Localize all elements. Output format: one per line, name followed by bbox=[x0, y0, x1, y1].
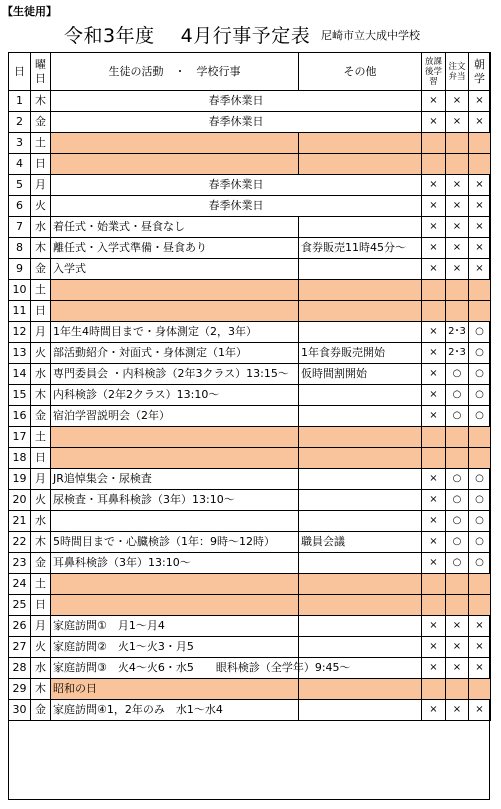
afterschool-mark: × bbox=[422, 217, 446, 238]
schedule-row bbox=[9, 259, 491, 280]
schedule-row bbox=[9, 91, 491, 112]
day-cell: 27 bbox=[9, 637, 31, 658]
day-cell: 21 bbox=[9, 511, 31, 532]
afterschool-mark bbox=[422, 133, 446, 154]
schedule-row bbox=[9, 511, 491, 532]
activity-cell bbox=[51, 280, 299, 301]
schedule-row bbox=[9, 385, 491, 406]
holiday-cell: 春季休業日 bbox=[51, 196, 422, 217]
schedule-row bbox=[9, 364, 491, 385]
lunch-mark bbox=[446, 280, 469, 301]
lunch-mark bbox=[446, 448, 469, 469]
other-cell bbox=[299, 679, 422, 700]
schedule-row bbox=[9, 553, 491, 574]
schedule-row bbox=[9, 427, 491, 448]
afterschool-mark: × bbox=[422, 532, 446, 553]
col-weekday bbox=[31, 53, 51, 91]
lunch-mark: × bbox=[446, 196, 469, 217]
afterschool-mark bbox=[422, 574, 446, 595]
morning-mark: × bbox=[469, 238, 491, 259]
activity-cell: 昭和の日 bbox=[51, 679, 299, 700]
afterschool-mark: × bbox=[422, 469, 446, 490]
activity-cell: 専門委員会 ・内科検診（2年3クラス）13:15～ bbox=[51, 364, 299, 385]
afterschool-mark: × bbox=[422, 322, 446, 343]
day-cell: 2 bbox=[9, 112, 31, 133]
activity-cell bbox=[51, 511, 299, 532]
schedule-row bbox=[9, 238, 491, 259]
afterschool-mark: × bbox=[422, 511, 446, 532]
schedule-row bbox=[9, 112, 491, 133]
weekday-cell: 日 bbox=[31, 595, 51, 616]
morning-mark: ○ bbox=[469, 364, 491, 385]
col-day: 日 bbox=[9, 53, 31, 91]
other-cell bbox=[299, 637, 422, 658]
weekday-cell: 木 bbox=[31, 238, 51, 259]
afterschool-mark: × bbox=[422, 112, 446, 133]
day-cell: 30 bbox=[9, 700, 31, 721]
afterschool-mark bbox=[422, 301, 446, 322]
morning-mark: × bbox=[469, 217, 491, 238]
lunch-mark bbox=[446, 427, 469, 448]
schedule-row bbox=[9, 301, 491, 322]
afterschool-mark: × bbox=[422, 553, 446, 574]
afterschool-mark: × bbox=[422, 658, 446, 679]
schedule-row bbox=[9, 700, 491, 721]
morning-mark: ○ bbox=[469, 469, 491, 490]
afterschool-mark: × bbox=[422, 490, 446, 511]
morning-mark: ○ bbox=[469, 322, 491, 343]
lunch-mark: ○ bbox=[446, 385, 469, 406]
activity-cell bbox=[51, 154, 299, 175]
activity-cell bbox=[51, 133, 299, 154]
activity-cell: 家庭訪問① 月1～月4 bbox=[51, 616, 299, 637]
morning-mark: ○ bbox=[469, 511, 491, 532]
activity-cell bbox=[51, 301, 299, 322]
afterschool-mark bbox=[422, 595, 446, 616]
day-cell: 13 bbox=[9, 343, 31, 364]
weekday-cell: 金 bbox=[31, 700, 51, 721]
lunch-mark: ○ bbox=[446, 469, 469, 490]
schedule-table bbox=[8, 52, 491, 721]
weekday-cell: 日 bbox=[31, 154, 51, 175]
schedule-row bbox=[9, 595, 491, 616]
col-lunch bbox=[446, 53, 469, 91]
other-cell bbox=[299, 322, 422, 343]
activity-cell: 入学式 bbox=[51, 259, 299, 280]
lunch-mark bbox=[446, 574, 469, 595]
schedule-row bbox=[9, 637, 491, 658]
lunch-mark: × bbox=[446, 175, 469, 196]
weekday-cell: 金 bbox=[31, 406, 51, 427]
afterschool-mark: × bbox=[422, 364, 446, 385]
day-cell: 29 bbox=[9, 679, 31, 700]
col-afterschool-label: 放課後学習 bbox=[424, 56, 442, 87]
afterschool-mark bbox=[422, 448, 446, 469]
day-cell: 16 bbox=[9, 406, 31, 427]
col-other: その他 bbox=[299, 53, 422, 91]
day-cell: 8 bbox=[9, 238, 31, 259]
lunch-mark bbox=[446, 133, 469, 154]
col-weekday-label: 曜日 bbox=[35, 57, 46, 85]
other-cell bbox=[299, 217, 422, 238]
weekday-cell: 日 bbox=[31, 301, 51, 322]
afterschool-mark: × bbox=[422, 343, 446, 364]
afterschool-mark: × bbox=[422, 385, 446, 406]
morning-mark: × bbox=[469, 616, 491, 637]
other-cell bbox=[299, 448, 422, 469]
weekday-cell: 金 bbox=[31, 112, 51, 133]
other-cell bbox=[299, 133, 422, 154]
lunch-mark bbox=[446, 301, 469, 322]
lunch-mark: × bbox=[446, 217, 469, 238]
weekday-cell: 月 bbox=[31, 469, 51, 490]
afterschool-mark: × bbox=[422, 700, 446, 721]
day-cell: 9 bbox=[9, 259, 31, 280]
other-cell bbox=[299, 616, 422, 637]
activity-cell: 尿検査・耳鼻科検診（3年）13:10～ bbox=[51, 490, 299, 511]
afterschool-mark: × bbox=[422, 91, 446, 112]
activity-cell bbox=[51, 574, 299, 595]
morning-mark: × bbox=[469, 658, 491, 679]
morning-mark: × bbox=[469, 91, 491, 112]
schedule-row bbox=[9, 679, 491, 700]
activity-cell: 5時間目まで・心臓検診（1年：9時～12時） bbox=[51, 532, 299, 553]
schedule-row bbox=[9, 217, 491, 238]
afterschool-mark: × bbox=[422, 616, 446, 637]
lunch-mark: × bbox=[446, 238, 469, 259]
school-name: 尼崎市立大成中学校 bbox=[321, 29, 420, 42]
morning-mark: ○ bbox=[469, 385, 491, 406]
afterschool-mark: × bbox=[422, 406, 446, 427]
morning-mark: × bbox=[469, 196, 491, 217]
weekday-cell: 金 bbox=[31, 553, 51, 574]
weekday-cell: 木 bbox=[31, 532, 51, 553]
schedule-row bbox=[9, 616, 491, 637]
day-cell: 14 bbox=[9, 364, 31, 385]
weekday-cell: 木 bbox=[31, 679, 51, 700]
day-cell: 22 bbox=[9, 532, 31, 553]
col-afterschool bbox=[422, 53, 446, 91]
afterschool-mark: × bbox=[422, 259, 446, 280]
lunch-mark: × bbox=[446, 112, 469, 133]
morning-mark bbox=[469, 679, 491, 700]
other-cell bbox=[299, 259, 422, 280]
weekday-cell: 火 bbox=[31, 637, 51, 658]
morning-mark: × bbox=[469, 112, 491, 133]
morning-mark: × bbox=[469, 175, 491, 196]
day-cell: 23 bbox=[9, 553, 31, 574]
morning-mark: ○ bbox=[469, 406, 491, 427]
afterschool-mark: × bbox=[422, 175, 446, 196]
holiday-cell: 春季休業日 bbox=[51, 175, 422, 196]
activity-cell: 内科検診（2年2クラス）13:10～ bbox=[51, 385, 299, 406]
other-cell bbox=[299, 511, 422, 532]
other-cell: 職員会議 bbox=[299, 532, 422, 553]
lunch-mark: ○ bbox=[446, 490, 469, 511]
lunch-mark bbox=[446, 595, 469, 616]
lunch-mark: ○ bbox=[446, 553, 469, 574]
day-cell: 10 bbox=[9, 280, 31, 301]
weekday-cell: 土 bbox=[31, 427, 51, 448]
other-cell bbox=[299, 406, 422, 427]
lunch-mark: ○ bbox=[446, 511, 469, 532]
weekday-cell: 水 bbox=[31, 511, 51, 532]
day-cell: 26 bbox=[9, 616, 31, 637]
activity-cell: 1年生4時間目まで・身体測定（2，3年） bbox=[51, 322, 299, 343]
activity-cell bbox=[51, 595, 299, 616]
day-cell: 5 bbox=[9, 175, 31, 196]
activity-cell: 家庭訪問③ 火4～火6・水5 眼科検診（全学年）9:45～ bbox=[51, 658, 299, 679]
activity-cell: 耳鼻科検診（3年）13:10～ bbox=[51, 553, 299, 574]
morning-mark bbox=[469, 427, 491, 448]
page-title: 令和3年度 4月行事予定表 bbox=[64, 25, 311, 47]
afterschool-mark: × bbox=[422, 637, 446, 658]
lunch-mark: ○ bbox=[446, 532, 469, 553]
schedule-row bbox=[9, 343, 491, 364]
morning-mark: × bbox=[469, 700, 491, 721]
morning-mark bbox=[469, 133, 491, 154]
weekday-cell: 月 bbox=[31, 175, 51, 196]
weekday-cell: 火 bbox=[31, 343, 51, 364]
activity-cell: 家庭訪問④1，2年のみ 水1～水4 bbox=[51, 700, 299, 721]
other-cell: 食券販売11時45分～ bbox=[299, 238, 422, 259]
activity-cell: JR追悼集会・尿検査 bbox=[51, 469, 299, 490]
other-cell bbox=[299, 427, 422, 448]
weekday-cell: 土 bbox=[31, 280, 51, 301]
col-lunch-label: 注文弁当 bbox=[448, 61, 466, 82]
morning-mark bbox=[469, 154, 491, 175]
weekday-cell: 土 bbox=[31, 574, 51, 595]
activity-cell: 宿泊学習説明会（2年） bbox=[51, 406, 299, 427]
lunch-mark bbox=[446, 154, 469, 175]
other-cell bbox=[299, 574, 422, 595]
other-cell bbox=[299, 469, 422, 490]
lunch-mark: × bbox=[446, 658, 469, 679]
holiday-cell: 春季休業日 bbox=[51, 91, 422, 112]
lunch-mark: × bbox=[446, 616, 469, 637]
day-cell: 7 bbox=[9, 217, 31, 238]
activity-cell: 離任式・入学式準備・昼食あり bbox=[51, 238, 299, 259]
schedule-row bbox=[9, 322, 491, 343]
weekday-cell: 月 bbox=[31, 616, 51, 637]
holiday-cell: 春季休業日 bbox=[51, 112, 422, 133]
morning-mark bbox=[469, 301, 491, 322]
lunch-mark: ○ bbox=[446, 406, 469, 427]
morning-mark bbox=[469, 280, 491, 301]
schedule-row bbox=[9, 154, 491, 175]
day-cell: 11 bbox=[9, 301, 31, 322]
lunch-mark: × bbox=[446, 637, 469, 658]
afterschool-mark bbox=[422, 280, 446, 301]
morning-mark: ○ bbox=[469, 553, 491, 574]
other-cell bbox=[299, 700, 422, 721]
morning-mark bbox=[469, 595, 491, 616]
col-morning-label: 朝学 bbox=[474, 57, 485, 85]
weekday-cell: 木 bbox=[31, 385, 51, 406]
morning-mark: ○ bbox=[469, 532, 491, 553]
weekday-cell: 金 bbox=[31, 259, 51, 280]
activity-cell: 家庭訪問② 火1～火3・月5 bbox=[51, 637, 299, 658]
day-cell: 25 bbox=[9, 595, 31, 616]
schedule-row bbox=[9, 448, 491, 469]
day-cell: 12 bbox=[9, 322, 31, 343]
afterschool-mark bbox=[422, 679, 446, 700]
morning-mark: ○ bbox=[469, 490, 491, 511]
morning-mark: × bbox=[469, 637, 491, 658]
weekday-cell: 日 bbox=[31, 448, 51, 469]
morning-mark bbox=[469, 574, 491, 595]
other-cell bbox=[299, 154, 422, 175]
day-cell: 28 bbox=[9, 658, 31, 679]
weekday-cell: 月 bbox=[31, 322, 51, 343]
weekday-cell: 水 bbox=[31, 364, 51, 385]
schedule-row bbox=[9, 133, 491, 154]
col-activity: 生徒の活動 ・ 学校行事 bbox=[51, 53, 299, 91]
other-cell bbox=[299, 595, 422, 616]
morning-mark: ○ bbox=[469, 343, 491, 364]
schedule-row bbox=[9, 280, 491, 301]
lunch-mark: × bbox=[446, 91, 469, 112]
morning-mark: × bbox=[469, 259, 491, 280]
lunch-mark: × bbox=[446, 700, 469, 721]
schedule-row bbox=[9, 658, 491, 679]
weekday-cell: 火 bbox=[31, 490, 51, 511]
weekday-cell: 土 bbox=[31, 133, 51, 154]
day-cell: 18 bbox=[9, 448, 31, 469]
activity-cell bbox=[51, 427, 299, 448]
schedule-row bbox=[9, 574, 491, 595]
header-row bbox=[9, 53, 491, 91]
day-cell: 15 bbox=[9, 385, 31, 406]
col-morning bbox=[469, 53, 491, 91]
schedule-row bbox=[9, 490, 491, 511]
other-cell bbox=[299, 301, 422, 322]
afterschool-mark bbox=[422, 427, 446, 448]
lunch-mark: × bbox=[446, 259, 469, 280]
other-cell: 仮時間割開始 bbox=[299, 364, 422, 385]
activity-cell: 着任式・始業式・昼食なし bbox=[51, 217, 299, 238]
activity-cell: 部活動紹介・対面式・身体測定（1年） bbox=[51, 343, 299, 364]
weekday-cell: 木 bbox=[31, 91, 51, 112]
schedule-row bbox=[9, 532, 491, 553]
student-tag: 【生徒用】 bbox=[2, 5, 57, 18]
weekday-cell: 水 bbox=[31, 658, 51, 679]
afterschool-mark bbox=[422, 154, 446, 175]
day-cell: 1 bbox=[9, 91, 31, 112]
afterschool-mark: × bbox=[422, 196, 446, 217]
morning-mark bbox=[469, 448, 491, 469]
other-cell bbox=[299, 280, 422, 301]
lunch-mark: ○ bbox=[446, 364, 469, 385]
other-cell bbox=[299, 490, 422, 511]
schedule-row bbox=[9, 175, 491, 196]
other-cell: 1年食券販売開始 bbox=[299, 343, 422, 364]
schedule-row bbox=[9, 469, 491, 490]
day-cell: 24 bbox=[9, 574, 31, 595]
other-cell bbox=[299, 385, 422, 406]
other-cell bbox=[299, 553, 422, 574]
lunch-mark: 2･3 bbox=[446, 322, 469, 343]
day-cell: 20 bbox=[9, 490, 31, 511]
schedule-row bbox=[9, 196, 491, 217]
day-cell: 6 bbox=[9, 196, 31, 217]
lunch-mark: 2･3 bbox=[446, 343, 469, 364]
day-cell: 19 bbox=[9, 469, 31, 490]
day-cell: 17 bbox=[9, 427, 31, 448]
activity-cell bbox=[51, 448, 299, 469]
afterschool-mark: × bbox=[422, 238, 446, 259]
day-cell: 3 bbox=[9, 133, 31, 154]
day-cell: 4 bbox=[9, 154, 31, 175]
weekday-cell: 火 bbox=[31, 196, 51, 217]
weekday-cell: 水 bbox=[31, 217, 51, 238]
lunch-mark bbox=[446, 679, 469, 700]
schedule-row bbox=[9, 406, 491, 427]
